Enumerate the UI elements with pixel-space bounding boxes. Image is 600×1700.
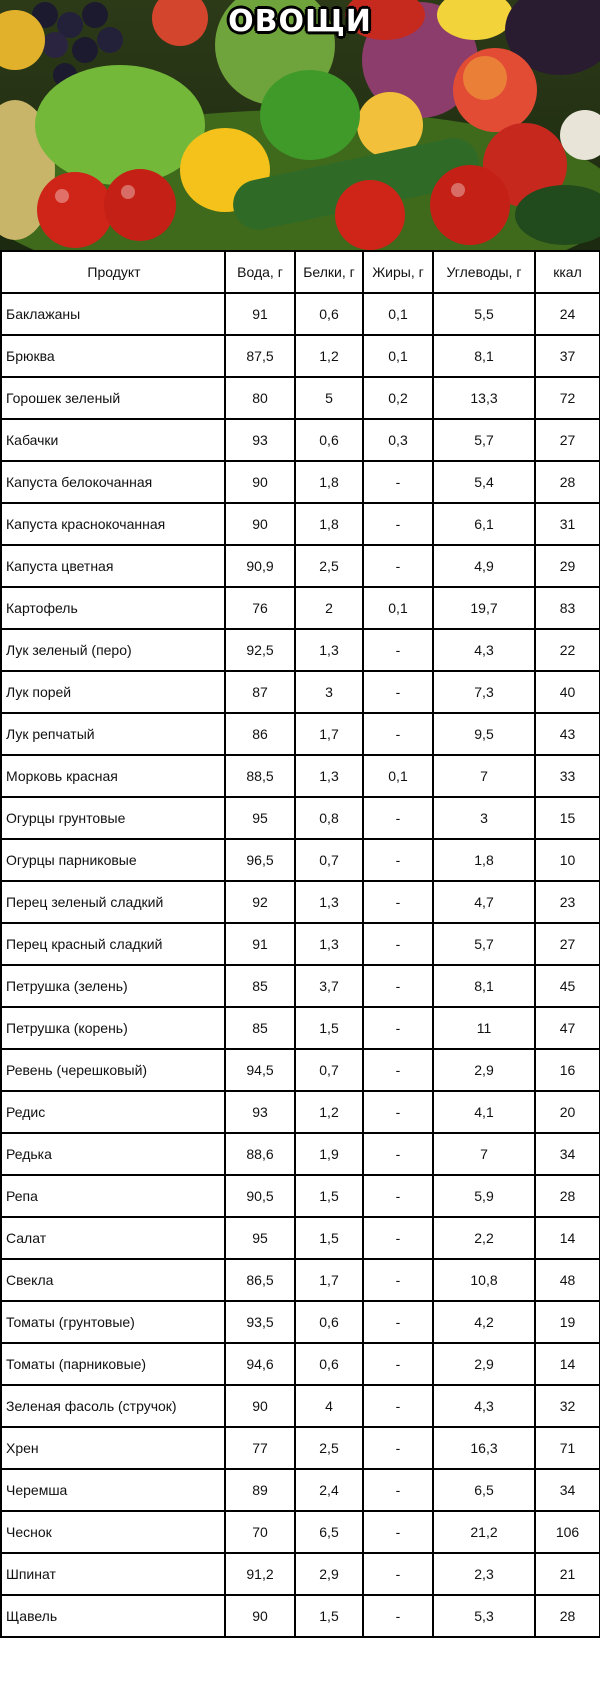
- cell-fat: -: [363, 461, 433, 503]
- cell-water: 92: [225, 881, 295, 923]
- cell-water: 85: [225, 1007, 295, 1049]
- cell-kcal: 14: [535, 1217, 600, 1259]
- cell-carbs: 8,1: [433, 335, 535, 377]
- table-row: [1, 377, 600, 419]
- cell-kcal: 14: [535, 1343, 600, 1385]
- table-row: [1, 1091, 600, 1133]
- cell-kcal: 15: [535, 797, 600, 839]
- cell-product: Ревень (черешковый): [1, 1049, 225, 1091]
- table-row: [1, 839, 600, 881]
- cell-fat: -: [363, 545, 433, 587]
- cell-product: Салат: [1, 1217, 225, 1259]
- table-row: [1, 1553, 600, 1595]
- nutrition-table: [0, 250, 600, 1638]
- cell-protein: 1,2: [295, 335, 363, 377]
- cell-water: 87: [225, 671, 295, 713]
- cell-protein: 5: [295, 377, 363, 419]
- cell-carbs: 7: [433, 1133, 535, 1175]
- cell-carbs: 7: [433, 755, 535, 797]
- cell-protein: 2: [295, 587, 363, 629]
- table-row: [1, 1175, 600, 1217]
- cell-water: 70: [225, 1511, 295, 1553]
- cell-water: 88,6: [225, 1133, 295, 1175]
- cell-water: 86,5: [225, 1259, 295, 1301]
- cell-kcal: 21: [535, 1553, 600, 1595]
- cell-carbs: 2,9: [433, 1343, 535, 1385]
- cell-protein: 1,8: [295, 461, 363, 503]
- cell-fat: -: [363, 1385, 433, 1427]
- cell-carbs: 4,3: [433, 629, 535, 671]
- cell-product: Лук зеленый (перо): [1, 629, 225, 671]
- cell-kcal: 19: [535, 1301, 600, 1343]
- cell-protein: 6,5: [295, 1511, 363, 1553]
- table-row: [1, 587, 600, 629]
- cell-carbs: 9,5: [433, 713, 535, 755]
- cell-product: Хрен: [1, 1427, 225, 1469]
- cell-protein: 1,3: [295, 881, 363, 923]
- cell-kcal: 43: [535, 713, 600, 755]
- page-title: ОВОЩИ: [228, 4, 372, 39]
- cell-fat: -: [363, 1259, 433, 1301]
- cell-kcal: 37: [535, 335, 600, 377]
- cell-fat: -: [363, 1049, 433, 1091]
- cell-fat: -: [363, 713, 433, 755]
- cell-carbs: 8,1: [433, 965, 535, 1007]
- cell-fat: -: [363, 965, 433, 1007]
- cell-carbs: 19,7: [433, 587, 535, 629]
- cell-carbs: 4,9: [433, 545, 535, 587]
- table-row: [1, 1049, 600, 1091]
- cell-product: Черемша: [1, 1469, 225, 1511]
- cell-kcal: 29: [535, 545, 600, 587]
- cell-product: Перец красный сладкий: [1, 923, 225, 965]
- cell-protein: 1,2: [295, 1091, 363, 1133]
- column-header-water: Вода, г: [225, 251, 295, 293]
- cell-carbs: 1,8: [433, 839, 535, 881]
- cell-product: Свекла: [1, 1259, 225, 1301]
- cell-water: 95: [225, 797, 295, 839]
- cell-water: 77: [225, 1427, 295, 1469]
- cell-kcal: 83: [535, 587, 600, 629]
- table-header-row: [1, 251, 600, 293]
- cell-fat: -: [363, 923, 433, 965]
- cell-carbs: 4,2: [433, 1301, 535, 1343]
- table-row: [1, 461, 600, 503]
- cell-fat: -: [363, 1007, 433, 1049]
- table-row: [1, 1427, 600, 1469]
- cell-protein: 2,5: [295, 1427, 363, 1469]
- table-row: [1, 881, 600, 923]
- cell-fat: 0,1: [363, 335, 433, 377]
- cell-kcal: 34: [535, 1133, 600, 1175]
- cell-carbs: 5,7: [433, 923, 535, 965]
- cell-carbs: 5,9: [433, 1175, 535, 1217]
- cell-kcal: 72: [535, 377, 600, 419]
- cell-protein: 3: [295, 671, 363, 713]
- cell-kcal: 28: [535, 1175, 600, 1217]
- cell-carbs: 5,3: [433, 1595, 535, 1637]
- table-row: [1, 1301, 600, 1343]
- cell-water: 94,5: [225, 1049, 295, 1091]
- cell-product: Капуста цветная: [1, 545, 225, 587]
- cell-carbs: 6,1: [433, 503, 535, 545]
- cell-water: 93: [225, 1091, 295, 1133]
- cell-product: Лук порей: [1, 671, 225, 713]
- cell-product: Шпинат: [1, 1553, 225, 1595]
- cell-water: 90: [225, 1385, 295, 1427]
- cell-product: Редька: [1, 1133, 225, 1175]
- cell-protein: 0,7: [295, 1049, 363, 1091]
- cell-fat: -: [363, 881, 433, 923]
- table-row: [1, 1343, 600, 1385]
- cell-product: Капуста белокочанная: [1, 461, 225, 503]
- cell-kcal: 23: [535, 881, 600, 923]
- cell-carbs: 6,5: [433, 1469, 535, 1511]
- table-row: [1, 755, 600, 797]
- cell-carbs: 4,1: [433, 1091, 535, 1133]
- cell-fat: -: [363, 797, 433, 839]
- cell-kcal: 40: [535, 671, 600, 713]
- cell-kcal: 106: [535, 1511, 600, 1553]
- cell-fat: 0,3: [363, 419, 433, 461]
- cell-protein: 1,5: [295, 1007, 363, 1049]
- cell-water: 94,6: [225, 1343, 295, 1385]
- table-row: [1, 965, 600, 1007]
- table-row: [1, 1133, 600, 1175]
- cell-fat: -: [363, 1595, 433, 1637]
- cell-product: Капуста краснокочанная: [1, 503, 225, 545]
- cell-protein: 3,7: [295, 965, 363, 1007]
- cell-protein: 0,8: [295, 797, 363, 839]
- cell-product: Горошек зеленый: [1, 377, 225, 419]
- cell-carbs: 4,7: [433, 881, 535, 923]
- cell-protein: 1,9: [295, 1133, 363, 1175]
- table-row: [1, 1259, 600, 1301]
- cell-fat: -: [363, 1511, 433, 1553]
- cell-kcal: 71: [535, 1427, 600, 1469]
- cell-carbs: 3: [433, 797, 535, 839]
- cell-product: Петрушка (корень): [1, 1007, 225, 1049]
- cell-carbs: 16,3: [433, 1427, 535, 1469]
- cell-fat: -: [363, 1217, 433, 1259]
- cell-carbs: 7,3: [433, 671, 535, 713]
- cell-product: Кабачки: [1, 419, 225, 461]
- cell-protein: 1,3: [295, 755, 363, 797]
- cell-protein: 1,3: [295, 629, 363, 671]
- cell-product: Баклажаны: [1, 293, 225, 335]
- cell-carbs: 5,7: [433, 419, 535, 461]
- table-row: [1, 713, 600, 755]
- cell-water: 96,5: [225, 839, 295, 881]
- cell-kcal: 27: [535, 923, 600, 965]
- cell-fat: -: [363, 1427, 433, 1469]
- table-row: [1, 797, 600, 839]
- cell-kcal: 24: [535, 293, 600, 335]
- cell-kcal: 32: [535, 1385, 600, 1427]
- cell-product: Огурцы грунтовые: [1, 797, 225, 839]
- cell-carbs: 10,8: [433, 1259, 535, 1301]
- cell-fat: -: [363, 1175, 433, 1217]
- cell-water: 90: [225, 503, 295, 545]
- cell-fat: -: [363, 1553, 433, 1595]
- cell-protein: 1,5: [295, 1595, 363, 1637]
- cell-protein: 1,5: [295, 1175, 363, 1217]
- cell-protein: 1,8: [295, 503, 363, 545]
- cell-water: 91: [225, 293, 295, 335]
- cell-fat: -: [363, 671, 433, 713]
- table-row: [1, 1385, 600, 1427]
- cell-protein: 0,6: [295, 419, 363, 461]
- column-header-product: Продукт: [1, 251, 225, 293]
- cell-kcal: 10: [535, 839, 600, 881]
- cell-water: 90,5: [225, 1175, 295, 1217]
- column-header-kcal: ккал: [535, 251, 600, 293]
- cell-fat: -: [363, 1469, 433, 1511]
- cell-kcal: 22: [535, 629, 600, 671]
- cell-water: 91,2: [225, 1553, 295, 1595]
- cell-product: Редис: [1, 1091, 225, 1133]
- cell-water: 92,5: [225, 629, 295, 671]
- cell-fat: -: [363, 1091, 433, 1133]
- cell-water: 89: [225, 1469, 295, 1511]
- table-row: [1, 923, 600, 965]
- table-row: [1, 1511, 600, 1553]
- column-header-protein: Белки, г: [295, 251, 363, 293]
- cell-water: 88,5: [225, 755, 295, 797]
- cell-protein: 4: [295, 1385, 363, 1427]
- table-row: [1, 671, 600, 713]
- cell-product: Зеленая фасоль (стручок): [1, 1385, 225, 1427]
- cell-carbs: 4,3: [433, 1385, 535, 1427]
- cell-water: 90: [225, 1595, 295, 1637]
- cell-carbs: 2,3: [433, 1553, 535, 1595]
- cell-kcal: 16: [535, 1049, 600, 1091]
- cell-product: Перец зеленый сладкий: [1, 881, 225, 923]
- table-row: [1, 503, 600, 545]
- cell-water: 76: [225, 587, 295, 629]
- cell-protein: 1,7: [295, 1259, 363, 1301]
- cell-product: Огурцы парниковые: [1, 839, 225, 881]
- cell-kcal: 31: [535, 503, 600, 545]
- cell-kcal: 45: [535, 965, 600, 1007]
- cell-kcal: 28: [535, 461, 600, 503]
- cell-product: Брюква: [1, 335, 225, 377]
- cell-water: 93,5: [225, 1301, 295, 1343]
- cell-protein: 2,9: [295, 1553, 363, 1595]
- cell-protein: 0,6: [295, 1343, 363, 1385]
- column-header-fat: Жиры, г: [363, 251, 433, 293]
- cell-fat: 0,1: [363, 293, 433, 335]
- cell-fat: -: [363, 629, 433, 671]
- cell-protein: 2,5: [295, 545, 363, 587]
- cell-kcal: 47: [535, 1007, 600, 1049]
- cell-water: 95: [225, 1217, 295, 1259]
- cell-water: 86: [225, 713, 295, 755]
- cell-protein: 0,6: [295, 293, 363, 335]
- cell-water: 93: [225, 419, 295, 461]
- cell-carbs: 21,2: [433, 1511, 535, 1553]
- cell-carbs: 2,9: [433, 1049, 535, 1091]
- cell-product: Томаты (парниковые): [1, 1343, 225, 1385]
- cell-kcal: 33: [535, 755, 600, 797]
- cell-carbs: 5,5: [433, 293, 535, 335]
- cell-product: Чеснок: [1, 1511, 225, 1553]
- cell-product: Морковь красная: [1, 755, 225, 797]
- table-row: [1, 1007, 600, 1049]
- cell-product: Репа: [1, 1175, 225, 1217]
- cell-kcal: 27: [535, 419, 600, 461]
- banner: [0, 0, 600, 250]
- cell-fat: -: [363, 1133, 433, 1175]
- cell-fat: -: [363, 503, 433, 545]
- cell-fat: -: [363, 1301, 433, 1343]
- cell-kcal: 20: [535, 1091, 600, 1133]
- table-row: [1, 545, 600, 587]
- column-header-carbs: Углеводы, г: [433, 251, 535, 293]
- table-row: [1, 1469, 600, 1511]
- cell-protein: 1,5: [295, 1217, 363, 1259]
- cell-fat: -: [363, 839, 433, 881]
- cell-water: 91: [225, 923, 295, 965]
- cell-product: Петрушка (зелень): [1, 965, 225, 1007]
- cell-water: 85: [225, 965, 295, 1007]
- cell-carbs: 11: [433, 1007, 535, 1049]
- cell-fat: 0,2: [363, 377, 433, 419]
- cell-protein: 2,4: [295, 1469, 363, 1511]
- table-row: [1, 293, 600, 335]
- cell-fat: 0,1: [363, 755, 433, 797]
- cell-kcal: 34: [535, 1469, 600, 1511]
- table-body: [1, 293, 600, 1637]
- cell-product: Щавель: [1, 1595, 225, 1637]
- cell-carbs: 5,4: [433, 461, 535, 503]
- cell-protein: 1,3: [295, 923, 363, 965]
- table-row: [1, 629, 600, 671]
- cell-fat: -: [363, 1343, 433, 1385]
- cell-product: Картофель: [1, 587, 225, 629]
- cell-protein: 0,6: [295, 1301, 363, 1343]
- cell-fat: 0,1: [363, 587, 433, 629]
- table-row: [1, 1217, 600, 1259]
- table-row: [1, 1595, 600, 1637]
- cell-water: 80: [225, 377, 295, 419]
- cell-kcal: 48: [535, 1259, 600, 1301]
- cell-protein: 0,7: [295, 839, 363, 881]
- table-row: [1, 419, 600, 461]
- cell-water: 90,9: [225, 545, 295, 587]
- table-row: [1, 335, 600, 377]
- cell-kcal: 28: [535, 1595, 600, 1637]
- cell-carbs: 13,3: [433, 377, 535, 419]
- cell-water: 87,5: [225, 335, 295, 377]
- cell-protein: 1,7: [295, 713, 363, 755]
- cell-water: 90: [225, 461, 295, 503]
- cell-product: Лук репчатый: [1, 713, 225, 755]
- cell-product: Томаты (грунтовые): [1, 1301, 225, 1343]
- cell-carbs: 2,2: [433, 1217, 535, 1259]
